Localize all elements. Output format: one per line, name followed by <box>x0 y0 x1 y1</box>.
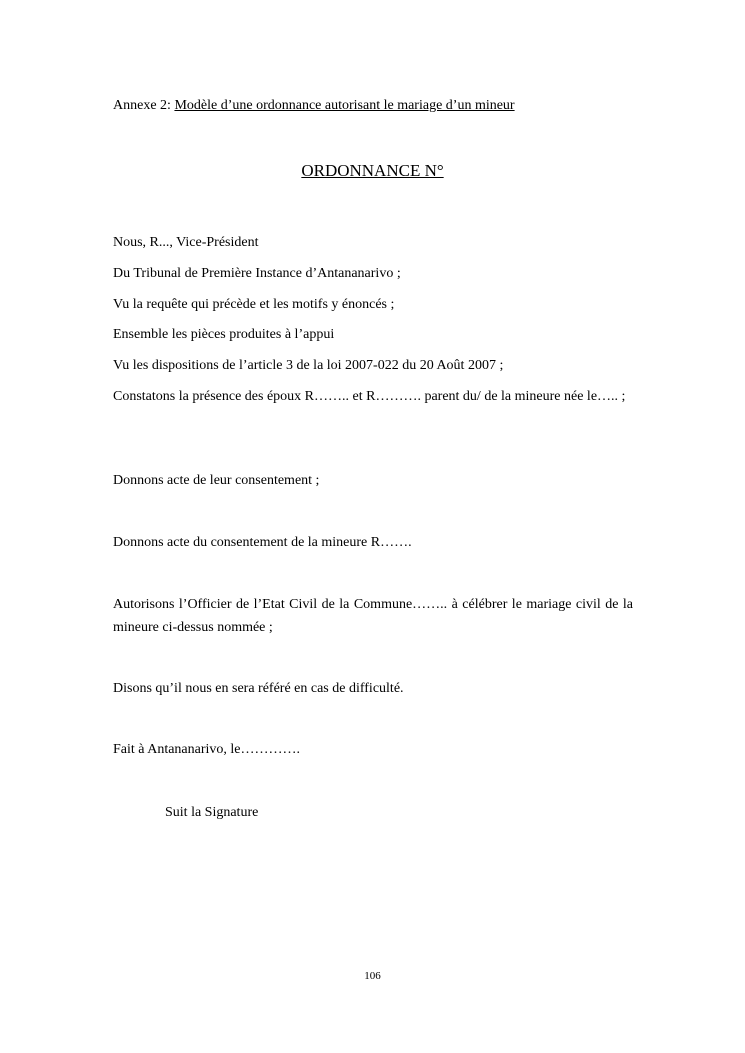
paragraph-pieces: Ensemble les pièces produites à l’appui <box>113 327 335 342</box>
paragraph-disons: Disons qu’il nous en sera référé en cas de difficulté. <box>113 681 404 696</box>
document-title-text: ORDONNANCE N° <box>301 161 444 180</box>
annex-heading <box>113 97 515 114</box>
document-title <box>0 161 745 181</box>
paragraph-requete: Vu la requête qui précède et les motifs y énoncés ; <box>113 297 395 312</box>
paragraph-fait-a: Fait à Antananarivo, le…………. <box>113 742 301 757</box>
annex-prefix: Annexe 2: <box>113 98 175 113</box>
paragraph-tribunal: Du Tribunal de Première Instance d’Antananarivo ; <box>113 266 401 281</box>
page-number: 106 <box>364 970 381 982</box>
paragraph-president: Nous, R..., Vice-Président <box>113 235 259 250</box>
paragraph-consentement-parents: Donnons acte de leur consentement ; <box>113 473 320 488</box>
paragraph-consentement-mineure: Donnons acte du consentement de la mineure R……. <box>113 535 412 550</box>
annex-title: Modèle d’une ordonnance autorisant le mariage d’un mineur <box>174 98 515 113</box>
signature-line: Suit la Signature <box>165 805 259 820</box>
paragraph-autorisons: Autorisons l’Officier de l’Etat Civil de la Commune…….. à célébrer le mariage civil de la mineure ci-dessus nommée ; <box>113 597 633 635</box>
paragraph-dispositions: Vu les dispositions de l’article 3 de la loi 2007-022 du 20 Août 2007 ; <box>113 358 504 373</box>
paragraph-constatons: Constatons la présence des époux R…….. et R………. parent du/ de la mineure née le….. ; <box>113 389 626 404</box>
